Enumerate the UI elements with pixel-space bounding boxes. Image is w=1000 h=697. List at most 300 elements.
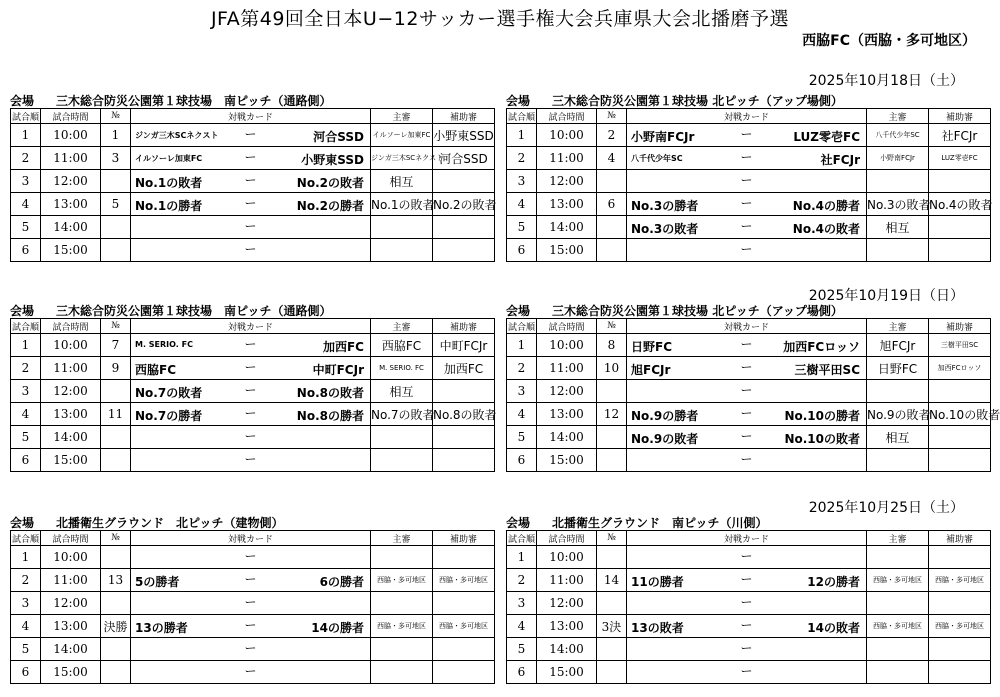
match-card	[627, 661, 867, 684]
match-number	[597, 216, 627, 239]
match-card	[131, 216, 371, 239]
referee: 西脇・多可地区	[371, 615, 433, 638]
match-card	[627, 334, 867, 357]
game-time: 14:00	[537, 426, 597, 449]
schedule-table	[10, 530, 495, 684]
referee	[867, 380, 929, 403]
referee: 西脇・多可地区	[867, 569, 929, 592]
table-row	[507, 449, 991, 472]
match-number	[101, 216, 131, 239]
header-match: №	[101, 319, 131, 334]
match-number: 8	[597, 334, 627, 357]
versus-dash: ー	[740, 150, 753, 164]
away-team: 河合SSD	[313, 130, 364, 144]
match-number	[101, 449, 131, 472]
assistant-referee	[433, 449, 495, 472]
referee: 旭FCJr	[867, 334, 929, 357]
referee: 西脇FC	[371, 334, 433, 357]
venue-name: 三木総合防災公園第１球技場 南ピッチ（通路側）	[56, 304, 332, 318]
game-order: 5	[11, 216, 41, 239]
page-title: JFA第49回全日本U−12サッカー選手権大会兵庫県大会北播磨予選	[210, 8, 790, 30]
game-time: 15:00	[537, 239, 597, 262]
table-row	[11, 147, 495, 170]
match-card	[131, 193, 371, 216]
game-order: 1	[11, 546, 41, 569]
match-number	[597, 426, 627, 449]
versus-dash: ー	[740, 219, 753, 233]
match-card	[131, 124, 371, 147]
table-row	[507, 357, 991, 380]
versus-dash: ー	[244, 618, 257, 632]
game-order: 6	[11, 661, 41, 684]
match-number: 7	[101, 334, 131, 357]
assistant-referee: 加西FCロッソ	[929, 357, 991, 380]
table-row	[11, 216, 495, 239]
game-time: 13:00	[537, 615, 597, 638]
match-card	[131, 661, 371, 684]
match-number: 13	[101, 569, 131, 592]
versus-dash: ー	[740, 196, 753, 210]
away-team: No.8の勝者	[296, 409, 364, 423]
versus-dash: ー	[244, 196, 257, 210]
referee: M. SERIO. FC	[371, 357, 433, 380]
table-row	[507, 638, 991, 661]
header-asst: 補助審	[433, 319, 495, 334]
game-time: 11:00	[537, 569, 597, 592]
match-number: 11	[101, 403, 131, 426]
table-header-row	[11, 109, 495, 124]
match-number	[101, 546, 131, 569]
referee	[867, 449, 929, 472]
home-team: 11の勝者	[631, 575, 684, 589]
referee	[867, 592, 929, 615]
assistant-referee: No.8の敗者	[433, 403, 495, 426]
game-time: 11:00	[537, 357, 597, 380]
game-order: 3	[11, 170, 41, 193]
table-row	[11, 546, 495, 569]
game-time: 14:00	[537, 216, 597, 239]
match-card	[131, 569, 371, 592]
header-ref: 主審	[371, 319, 433, 334]
game-order: 4	[507, 615, 537, 638]
away-team: 三樹平田SC	[794, 363, 860, 377]
match-number	[597, 592, 627, 615]
assistant-referee: 小野東SSD	[433, 124, 495, 147]
table-row	[11, 239, 495, 262]
venue-header	[10, 92, 332, 109]
date-day-3: 2025年10月25日（土）	[808, 500, 964, 516]
table-row	[507, 193, 991, 216]
assistant-referee	[433, 380, 495, 403]
game-order: 2	[11, 569, 41, 592]
assistant-referee	[929, 170, 991, 193]
game-time: 10:00	[537, 546, 597, 569]
referee	[371, 426, 433, 449]
referee: No.1の敗者	[371, 193, 433, 216]
header-asst: 補助審	[929, 319, 991, 334]
venue-header	[506, 302, 843, 319]
versus-dash: ー	[244, 150, 257, 164]
game-time: 12:00	[41, 592, 101, 615]
date-day-1: 2025年10月18日（土）	[808, 73, 964, 89]
table-row	[11, 357, 495, 380]
match-number	[101, 170, 131, 193]
game-order: 3	[11, 380, 41, 403]
match-number: 9	[101, 357, 131, 380]
header-card: 対戦カード	[627, 109, 867, 124]
home-team: 13の勝者	[135, 621, 188, 635]
game-time: 10:00	[41, 546, 101, 569]
game-order: 6	[507, 449, 537, 472]
match-number: 5	[101, 193, 131, 216]
assistant-referee	[433, 239, 495, 262]
header-time: 試合時間	[537, 109, 597, 124]
assistant-referee	[929, 638, 991, 661]
game-time: 13:00	[537, 403, 597, 426]
match-number	[101, 426, 131, 449]
assistant-referee: 社FCJr	[929, 124, 991, 147]
venue-name: 北播衛生グラウンド 南ピッチ（川側）	[552, 516, 768, 530]
table-row	[507, 426, 991, 449]
venue-header	[10, 302, 332, 319]
assistant-referee	[929, 592, 991, 615]
home-team: 西脇FC	[135, 363, 177, 377]
venue-label: 会場	[10, 94, 35, 108]
referee: No.3の敗者	[867, 193, 929, 216]
match-card	[627, 403, 867, 426]
game-time: 13:00	[41, 193, 101, 216]
venue-header	[506, 514, 768, 531]
assistant-referee	[929, 239, 991, 262]
match-card	[131, 638, 371, 661]
schedule-table	[10, 108, 495, 262]
match-card	[627, 147, 867, 170]
match-number: 決勝	[101, 615, 131, 638]
game-order: 4	[11, 403, 41, 426]
assistant-referee	[929, 216, 991, 239]
referee: 相互	[867, 426, 929, 449]
versus-dash: ー	[244, 452, 257, 466]
table-row	[11, 569, 495, 592]
referee: No.9の敗者	[867, 403, 929, 426]
away-team: 社FCJr	[820, 153, 860, 167]
game-order: 5	[11, 426, 41, 449]
venue-label: 会場	[10, 304, 35, 318]
match-number	[101, 661, 131, 684]
referee	[371, 661, 433, 684]
match-number	[597, 449, 627, 472]
versus-dash: ー	[244, 549, 257, 563]
versus-dash: ー	[244, 360, 257, 374]
game-time: 10:00	[41, 124, 101, 147]
referee: 相互	[371, 380, 433, 403]
header-asst: 補助審	[929, 109, 991, 124]
venue-header	[506, 92, 843, 109]
table-row	[11, 592, 495, 615]
table-row	[507, 334, 991, 357]
header-no: 試合順	[11, 319, 41, 334]
match-card	[627, 449, 867, 472]
game-order: 2	[507, 147, 537, 170]
game-time: 12:00	[41, 380, 101, 403]
table-row	[11, 426, 495, 449]
referee	[371, 592, 433, 615]
versus-dash: ー	[740, 664, 753, 678]
assistant-referee: 河合SSD	[433, 147, 495, 170]
game-time: 15:00	[537, 449, 597, 472]
match-card	[627, 357, 867, 380]
match-number: 3	[101, 147, 131, 170]
assistant-referee	[433, 170, 495, 193]
game-order: 5	[507, 216, 537, 239]
away-team: 6の勝者	[319, 575, 364, 589]
referee	[867, 239, 929, 262]
referee: No.7の敗者	[371, 403, 433, 426]
versus-dash: ー	[244, 406, 257, 420]
match-card	[627, 592, 867, 615]
header-match: №	[597, 531, 627, 546]
table-header-row	[507, 531, 991, 546]
assistant-referee: 西脇・多可地区	[433, 615, 495, 638]
game-order: 2	[507, 357, 537, 380]
header-card: 対戦カード	[627, 531, 867, 546]
game-time: 12:00	[537, 380, 597, 403]
referee: イルソーレ加東FC	[371, 124, 433, 147]
assistant-referee: No.4の敗者	[929, 193, 991, 216]
game-order: 5	[507, 426, 537, 449]
referee: 相互	[867, 216, 929, 239]
assistant-referee: 西脇・多可地区	[929, 569, 991, 592]
game-order: 2	[507, 569, 537, 592]
versus-dash: ー	[740, 572, 753, 586]
header-time: 試合時間	[537, 531, 597, 546]
header-match: №	[597, 109, 627, 124]
away-team: No.10の敗者	[784, 432, 860, 446]
game-time: 13:00	[41, 615, 101, 638]
header-ref: 主審	[867, 319, 929, 334]
schedule-table	[10, 318, 495, 472]
game-order: 3	[507, 170, 537, 193]
home-team: No.7の敗者	[135, 386, 203, 400]
match-card	[131, 426, 371, 449]
versus-dash: ー	[244, 664, 257, 678]
header-ref: 主審	[371, 531, 433, 546]
away-team: 加西FC	[322, 340, 364, 354]
home-team: No.3の勝者	[631, 199, 699, 213]
home-team: 八千代少年SC	[631, 154, 683, 163]
header-asst: 補助審	[433, 109, 495, 124]
home-team: No.9の敗者	[631, 432, 699, 446]
referee	[867, 638, 929, 661]
game-order: 6	[11, 239, 41, 262]
header-card: 対戦カード	[131, 531, 371, 546]
assistant-referee	[433, 661, 495, 684]
match-number	[597, 546, 627, 569]
game-order: 4	[11, 193, 41, 216]
versus-dash: ー	[740, 360, 753, 374]
table-row	[507, 239, 991, 262]
game-order: 6	[11, 449, 41, 472]
home-team: イルソーレ加東FC	[135, 154, 203, 163]
game-time: 13:00	[41, 403, 101, 426]
header-no: 試合順	[507, 109, 537, 124]
table-row	[507, 661, 991, 684]
match-card	[627, 615, 867, 638]
match-card	[131, 615, 371, 638]
game-time: 11:00	[41, 147, 101, 170]
table-row	[507, 380, 991, 403]
versus-dash: ー	[244, 337, 257, 351]
game-order: 3	[507, 380, 537, 403]
table-row	[507, 569, 991, 592]
game-time: 11:00	[41, 569, 101, 592]
table-row	[11, 380, 495, 403]
header-card: 対戦カード	[627, 319, 867, 334]
match-number	[597, 170, 627, 193]
table-row	[11, 449, 495, 472]
home-team: M. SERIO. FC	[135, 340, 193, 349]
versus-dash: ー	[244, 641, 257, 655]
away-team: 中町FCJr	[312, 363, 364, 377]
header-asst: 補助審	[929, 531, 991, 546]
versus-dash: ー	[244, 219, 257, 233]
match-number: 10	[597, 357, 627, 380]
game-order: 4	[507, 403, 537, 426]
referee: 西脇・多可地区	[867, 615, 929, 638]
game-order: 6	[507, 239, 537, 262]
venue-name: 三木総合防災公園第１球技場 北ピッチ（アップ場側）	[552, 94, 843, 108]
header-match: №	[101, 109, 131, 124]
match-number: 3決	[597, 615, 627, 638]
home-team: 旭FCJr	[631, 363, 671, 377]
table-row	[507, 615, 991, 638]
assistant-referee	[929, 661, 991, 684]
game-time: 15:00	[537, 661, 597, 684]
referee: 小野南FCJr	[867, 147, 929, 170]
match-card	[131, 147, 371, 170]
header-match: №	[597, 319, 627, 334]
header-card: 対戦カード	[131, 319, 371, 334]
game-order: 6	[507, 661, 537, 684]
match-number: 6	[597, 193, 627, 216]
match-card	[627, 216, 867, 239]
game-time: 15:00	[41, 661, 101, 684]
versus-dash: ー	[244, 572, 257, 586]
referee: 西脇・多可地区	[371, 569, 433, 592]
match-card	[627, 380, 867, 403]
versus-dash: ー	[740, 549, 753, 563]
referee	[867, 661, 929, 684]
assistant-referee: No.10の敗者	[929, 403, 991, 426]
assistant-referee: 西脇・多可地区	[433, 569, 495, 592]
header-time: 試合時間	[41, 109, 101, 124]
header-asst: 補助審	[433, 531, 495, 546]
header-time: 試合時間	[537, 319, 597, 334]
table-row	[507, 170, 991, 193]
header-ref: 主審	[867, 109, 929, 124]
versus-dash: ー	[740, 127, 753, 141]
match-number	[101, 592, 131, 615]
away-team: No.10の勝者	[784, 409, 860, 423]
venue-header	[10, 514, 284, 531]
match-card	[627, 170, 867, 193]
versus-dash: ー	[244, 242, 257, 256]
header-time: 試合時間	[41, 531, 101, 546]
header-ref: 主審	[371, 109, 433, 124]
away-team: No.2の敗者	[296, 176, 364, 190]
table-header-row	[11, 531, 495, 546]
game-time: 11:00	[537, 147, 597, 170]
table-header-row	[507, 319, 991, 334]
header-time: 試合時間	[41, 319, 101, 334]
versus-dash: ー	[244, 383, 257, 397]
game-time: 12:00	[41, 170, 101, 193]
venue-label: 会場	[10, 516, 35, 530]
match-card	[627, 569, 867, 592]
match-number: 4	[597, 147, 627, 170]
home-team: No.1の敗者	[135, 176, 203, 190]
assistant-referee	[433, 592, 495, 615]
schedule-table	[506, 318, 1000, 472]
assistant-referee	[929, 380, 991, 403]
match-number: 2	[597, 124, 627, 147]
referee	[371, 546, 433, 569]
assistant-referee	[433, 426, 495, 449]
referee	[371, 449, 433, 472]
assistant-referee	[929, 426, 991, 449]
match-card	[627, 638, 867, 661]
assistant-referee: LUZ零壱FC	[929, 147, 991, 170]
venue-name: 三木総合防災公園第１球技場 南ピッチ（通路側）	[56, 94, 332, 108]
match-number	[597, 239, 627, 262]
match-number	[101, 239, 131, 262]
referee	[371, 216, 433, 239]
header-card: 対戦カード	[131, 109, 371, 124]
match-number	[101, 380, 131, 403]
table-header-row	[507, 109, 991, 124]
home-team: 5の勝者	[135, 575, 180, 589]
referee: 八千代少年SC	[867, 124, 929, 147]
home-team: ジンガ三木SCネクスト	[135, 131, 219, 140]
assistant-referee	[433, 546, 495, 569]
table-row	[507, 147, 991, 170]
venue-label: 会場	[506, 94, 531, 108]
home-team: No.1の勝者	[135, 199, 203, 213]
match-card	[131, 449, 371, 472]
game-order: 1	[507, 546, 537, 569]
versus-dash: ー	[740, 641, 753, 655]
table-row	[507, 592, 991, 615]
game-time: 10:00	[537, 124, 597, 147]
away-team: 14の勝者	[311, 621, 364, 635]
referee	[867, 170, 929, 193]
versus-dash: ー	[244, 127, 257, 141]
match-number	[597, 380, 627, 403]
assistant-referee	[929, 449, 991, 472]
referee: 相互	[371, 170, 433, 193]
versus-dash: ー	[740, 337, 753, 351]
home-team: 日野FC	[631, 340, 673, 354]
game-time: 15:00	[41, 449, 101, 472]
header-match: №	[101, 531, 131, 546]
game-time: 10:00	[41, 334, 101, 357]
home-team: No.7の勝者	[135, 409, 203, 423]
assistant-referee	[929, 546, 991, 569]
table-row	[507, 124, 991, 147]
away-team: 加西FCロッソ	[783, 340, 860, 354]
match-card	[131, 403, 371, 426]
versus-dash: ー	[244, 595, 257, 609]
